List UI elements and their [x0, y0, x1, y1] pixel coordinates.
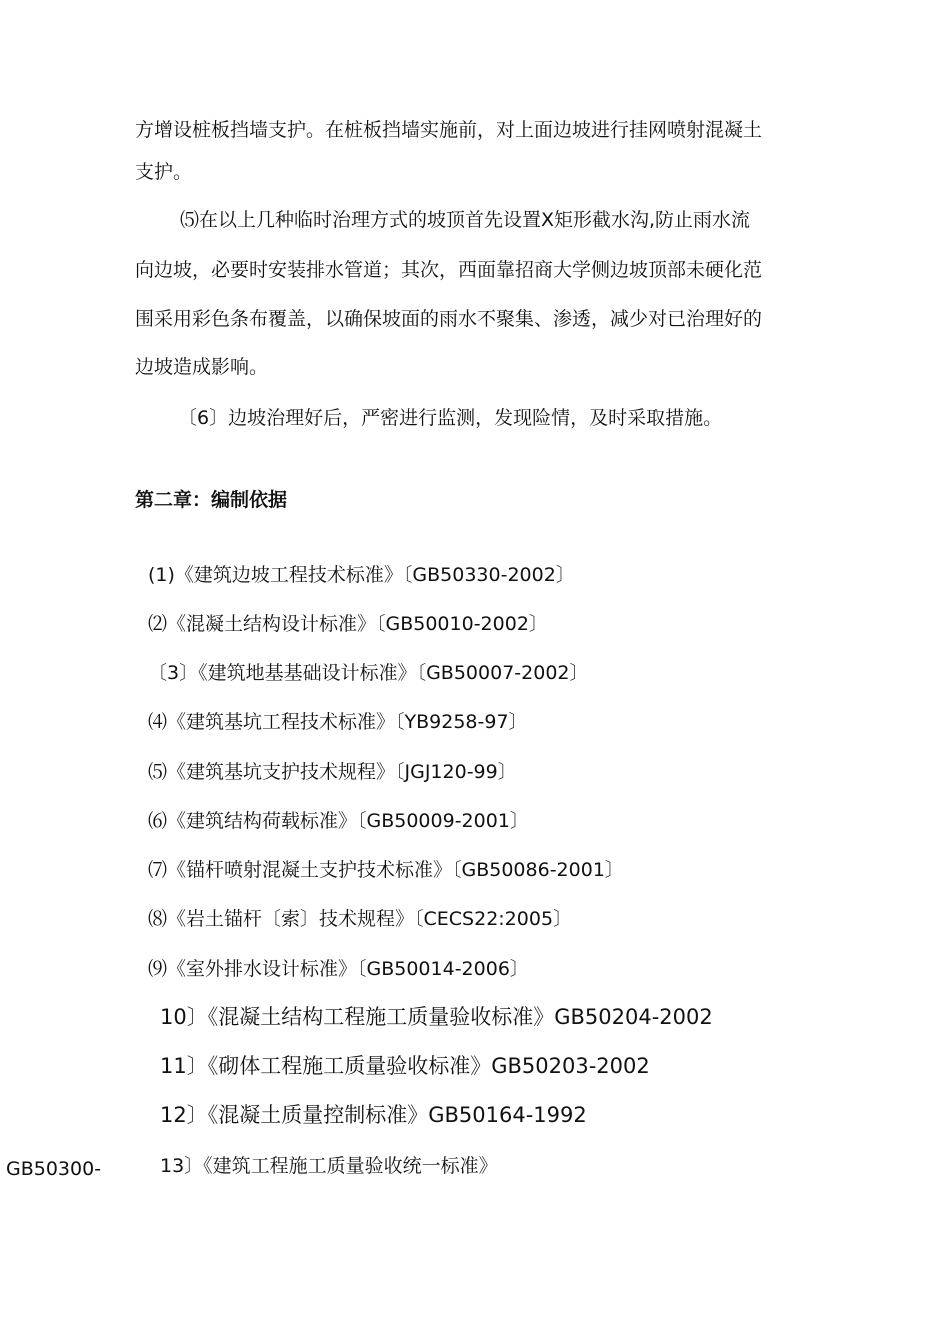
- reference-item: ⑷《建筑基坑工程技术标准》〔YB9258-97〕: [148, 711, 528, 733]
- reference-item: ⑸《建筑基坑支护技术规程》〔JGJ120-99〕: [148, 761, 517, 783]
- paragraph-line: 方增设桩板挡墙支护。在桩板挡墙实施前，对上面边坡进行挂网喷射混凝土: [135, 119, 763, 141]
- paragraph-line: 围采用彩色条布覆盖，以确保坡面的雨水不聚集、渗透，减少对已治理好的: [135, 308, 763, 330]
- paragraph-line: 向边坡，必要时安装排水管道；其次，西面靠招商大学侧边坡顶部未硬化范: [135, 259, 763, 281]
- paragraph-line: 支护。: [135, 161, 193, 183]
- reference-item: 10〕《混凝土结构工程施工质量验收标准》GB50204-2002: [160, 1005, 713, 1029]
- paragraph-line: ⑸在以上几种临时治理方式的坡顶首先设置X矩形截水沟,防止雨水流: [180, 209, 751, 231]
- reference-item: ⑵《混凝土结构设计标准》〔GB50010-2002〕: [148, 613, 548, 635]
- chapter-heading: 第二章：编制依据: [135, 489, 288, 511]
- paragraph-line: 〔6〕边坡治理好后，严密进行监测，发现险情，及时采取措施。: [178, 407, 723, 429]
- reference-item: 12〕《混凝土质量控制标准》GB50164-1992: [160, 1103, 587, 1127]
- reference-item: ⑼《室外排水设计标准》〔GB50014-2006〕: [148, 958, 529, 980]
- reference-item: (1)《建筑边坡工程技术标准》〔GB50330-2002〕: [148, 564, 575, 586]
- paragraph-line: 边坡造成影响。: [135, 356, 269, 378]
- reference-item: 11〕《砌体工程施工质量验收标准》GB50203-2002: [160, 1054, 650, 1078]
- reference-item: ⑺《锚杆喷射混凝土支护技术标准》〔GB50086-2001〕: [148, 859, 624, 881]
- margin-text-fragment: GB50300-: [6, 1158, 102, 1180]
- reference-item: ⑹《建筑结构荷载标准》〔GB50009-2001〕: [148, 810, 529, 832]
- reference-item: ⑻《岩土锚杆〔索〕技术规程》〔CECS22:2005〕: [148, 908, 573, 930]
- reference-item: 〔3〕《建筑地基基础设计标准》〔GB50007-2002〕: [148, 662, 589, 684]
- reference-item: 13〕《建筑工程施工质量验收统一标准》: [160, 1155, 498, 1177]
